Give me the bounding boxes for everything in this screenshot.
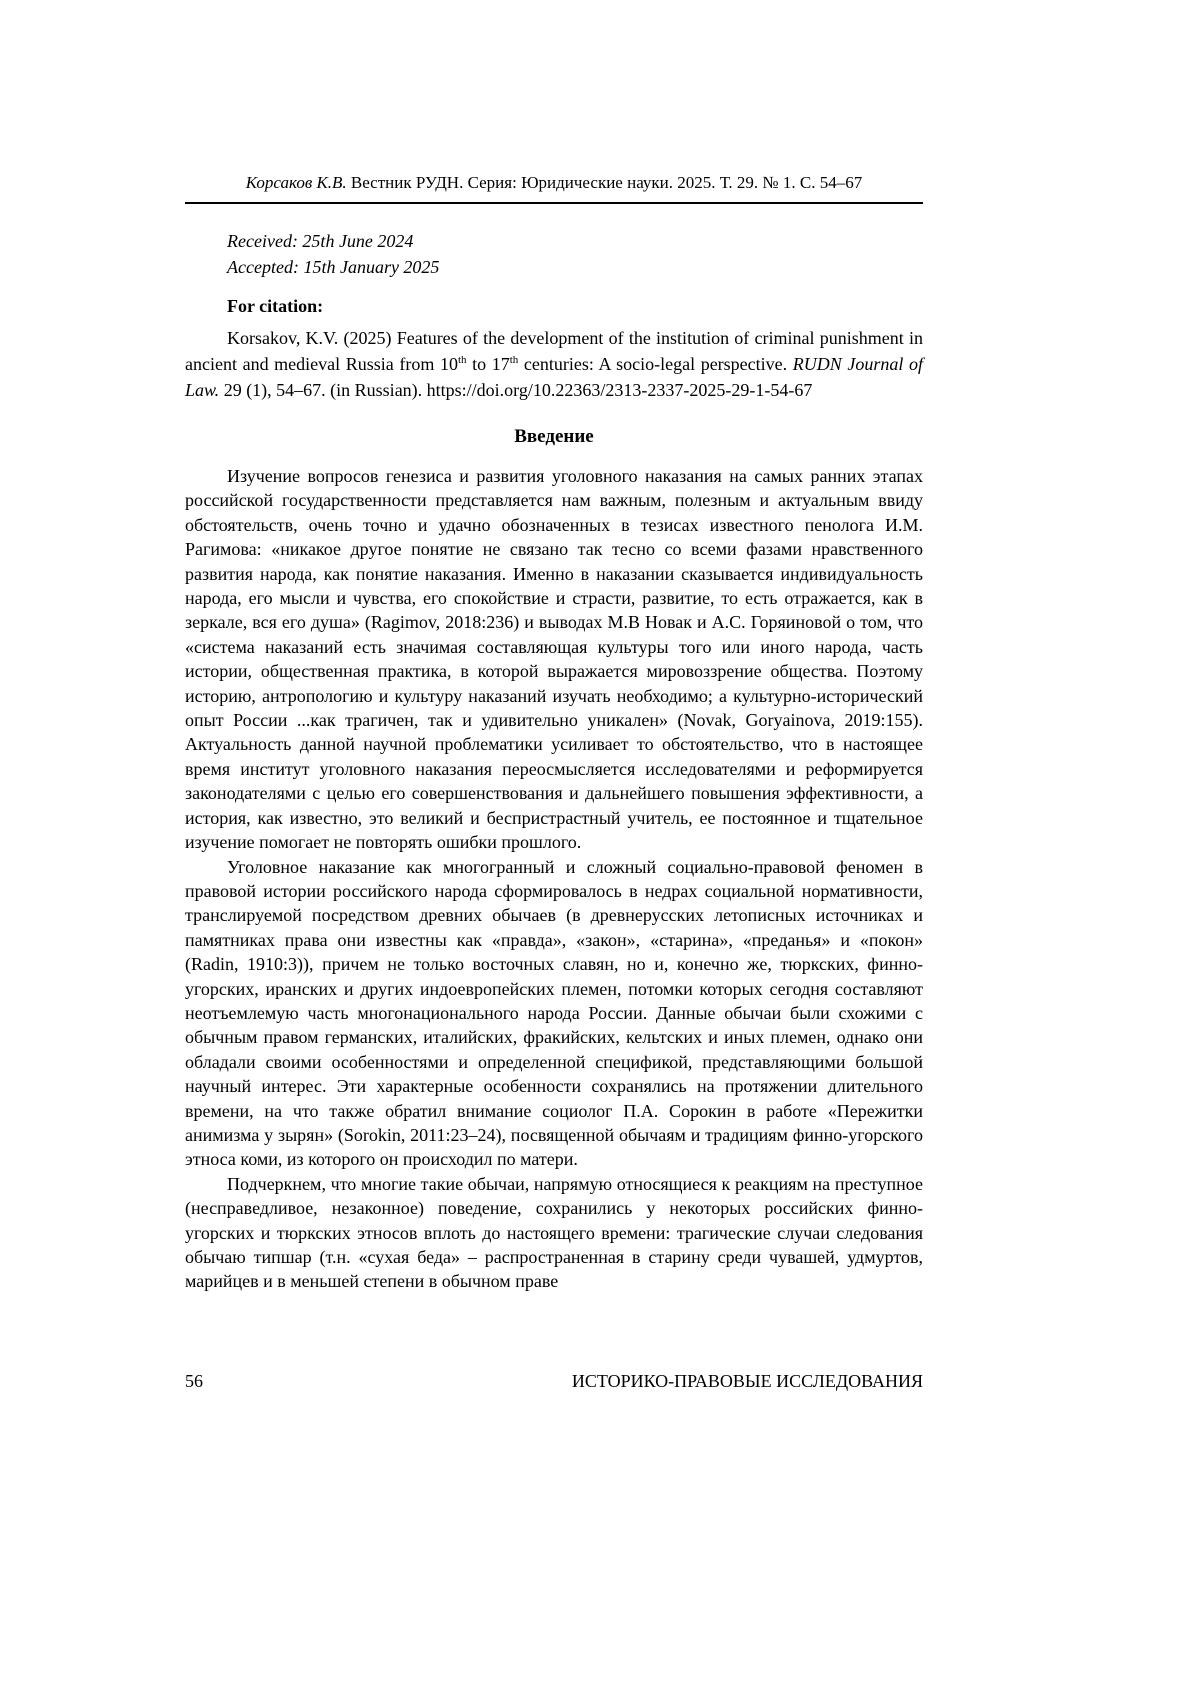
journal-title: RUDN Journal of Law. xyxy=(185,354,923,400)
page-footer xyxy=(185,1370,923,1392)
citation-text-mid: to 17 xyxy=(466,354,510,374)
ordinal-superscript: th xyxy=(457,354,467,366)
running-head-author: Корсаков К.В. xyxy=(245,173,347,192)
page-number: 56 xyxy=(185,1371,203,1391)
running-head-journal-info: Вестник РУДН. Серия: Юридические науки. 2025. Т. 29. № 1. С. 54–67 xyxy=(346,173,863,192)
page-content xyxy=(185,172,923,1294)
citation-text-start: Korsakov, K.V. (2025) Features of the development of the institution of criminal punishment in ancient and medieval Russia from 10 xyxy=(185,328,923,374)
received-date: Received: 25th June 2024 xyxy=(227,231,414,251)
accepted-date: Accepted: 15th January 2025 xyxy=(227,257,440,277)
section-title: Введение xyxy=(514,426,594,447)
dates-block xyxy=(227,228,923,280)
paragraph: Подчеркнем, что многие такие обычаи, напрямую относящиеся к реакциям на преступное (несправедливое, незаконное) поведение, сохранились у некоторых российских финно-угорских и тюркских этносов вплоть до настоящего времени: трагические случаи следования обычаю типшар (т.н. «сухая беда» – распространенная в старину среди чувашей, удмуртов, марийцев и в меньшей степени в обычном праве xyxy=(185,1173,923,1292)
for-citation-label: For citation: xyxy=(227,296,324,316)
citation-text-tail: 29 (1), 54–67. (in Russian). xyxy=(219,380,427,400)
citation-text-after: centuries: A socio-legal perspective. xyxy=(518,354,793,374)
citation-paragraph xyxy=(185,325,923,403)
footer-section-label: ИСТОРИКО-ПРАВОВЫЕ ИССЛЕДОВАНИЯ xyxy=(571,1371,923,1391)
paragraph: Изучение вопросов генезиса и развития уголовного наказания на самых ранних этапах российской государственности представляется нам важным, полезным и актуальным ввиду обстоятельств, очень точно и удачно обозначенных в тезисах известного пенолога И.М. Рагимова: «никакое другое понятие не связано так тесно со всеми фазами нравственного развития народа, как понятие наказания. Именно в наказании сказывается индивидуальность народа, его мысли и чувства, его спокойствие и страсти, развитие, то есть отражается, как в зеркале, вся его душа» (Ragimov, 2018:236) и выводах М.В Новак и А.С. Горяиновой о том, что «система наказаний есть значимая составляющая культуры того или иного народа, часть истории, общественная практика, в которой выражается мировоззрение общества. Поэтому историю, антропологию и культуру наказаний изучать необходимо; а культурно-исторический опыт России ...как трагичен, так и удивительно уникален» (Novak, Goryainova, 2019:155). Актуальность данной научной проблематики усиливает то обстоятельство, что в настоящее время институт уголовного наказания переосмысляется исследователями и реформируется законодателями с целью его совершенствования и дальнейшего повышения эффективности, а история, как известно, это великий и беспристрастный учитель, ее постоянное и тщательное изучение помогает не повторять ошибки прошлого. xyxy=(185,466,923,853)
paragraph: Уголовное наказание как многогранный и сложный социально-правовой феномен в правовой истории российского народа сформировалось в недрах социальной нормативности, транслируемой посредством древних обычаев (в древнерусских летописных источниках и памятниках права они известны как «правда», «закон», «старина», «преданья» и «покон» (Radin, 1910:3)), причем не только восточных славян, но и, конечно же, тюркских, финно-угорских, иранских и других индоевропейских племен, потомки которых сегодня составляют неотъемлемую часть многонационального народа России. Данные обычаи были схожими с обычным правом германских, италийских, фракийских, кельтских и иных племен, однако они обладали своими особенностями и определенной спецификой, представляющими большой научный интерес. Эти характерные особенности сохранялись на протяжении длительного времени, на что также обратил внимание социолог П.А. Сорокин в работе «Пережитки анимизма у зырян» (Sorokin, 2011:23–24), посвященной обычаям и традициям финно-угорского этноса коми, из которого он происходил по матери. xyxy=(185,856,923,1170)
running-head xyxy=(185,172,923,204)
ordinal-superscript: th xyxy=(509,354,519,366)
doi-link[interactable]: https://doi.org/10.22363/2313-2337-2025-29-1-54-67 xyxy=(426,380,813,400)
